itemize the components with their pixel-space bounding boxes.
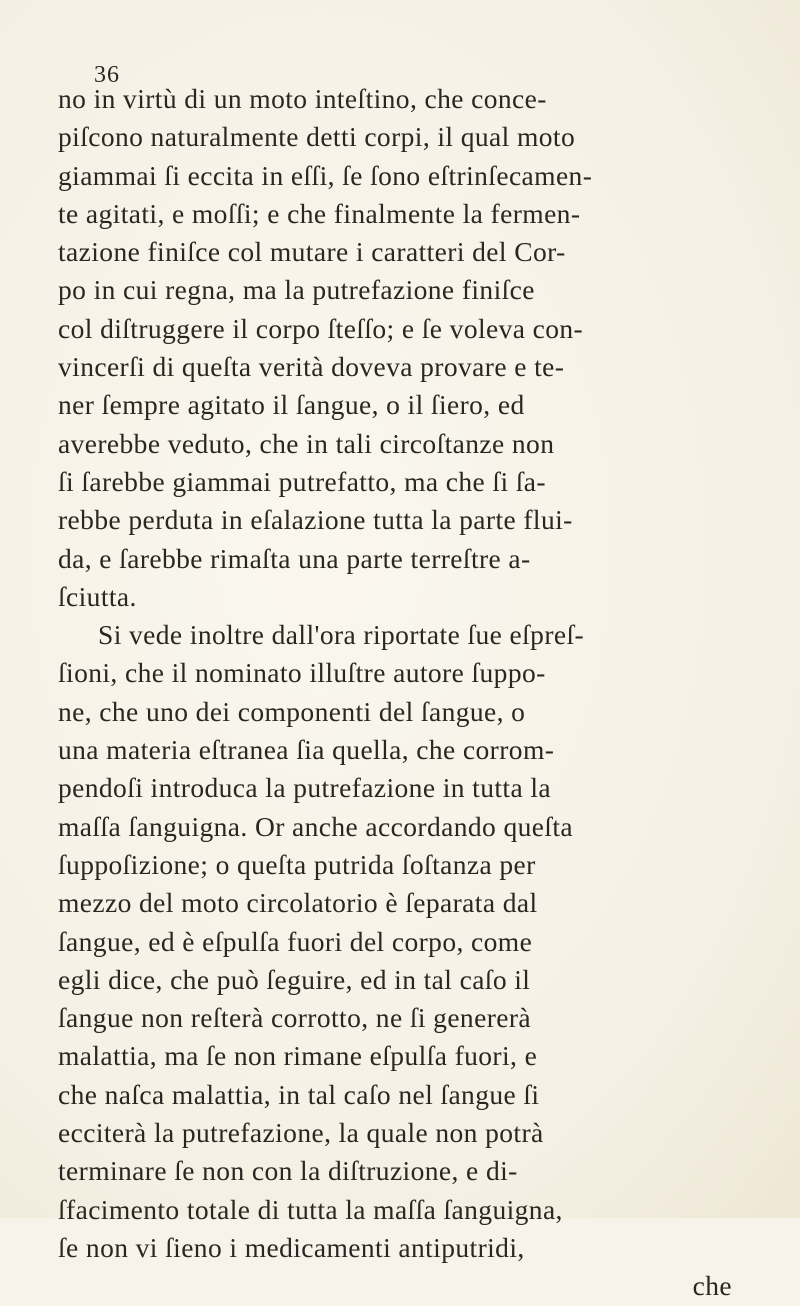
text-line: rebbe perduta in eſalazione tutta la parte flui- — [58, 504, 573, 536]
text-line: da, e ſarebbe rimaſta una parte terreſtre a- — [58, 542, 531, 574]
page-number: 36 — [94, 62, 120, 88]
text-line: pendoſi introduca la putrefazione in tutta la — [58, 772, 551, 804]
text-line: no in virtù di un moto inteſtino, che conce- — [58, 83, 547, 114]
text-line: ſciutta. — [58, 580, 137, 612]
text-line: mezzo del moto circolatorio è ſeparata dal — [58, 887, 538, 919]
text-line: una materia eſtranea ſia quella, che corrom- — [58, 734, 555, 766]
body-text — [58, 80, 770, 1306]
text-line: ſangue, ed è eſpulſa fuori del corpo, come — [58, 925, 533, 957]
text-line: maſſa ſanguigna. Or anche accordando queſta — [58, 810, 574, 842]
text-line: che naſca malattia, in tal caſo nel ſangue ſi — [58, 1078, 540, 1110]
text-line: egli dice, che può ſeguire, ed in tal caſo il — [58, 963, 531, 995]
text-line: te agitati, e moſſi; e che finalmente la fermen- — [58, 197, 581, 229]
text-line: ſfacimento totale di tutta la maſſa ſanguigna, — [58, 1193, 563, 1225]
text-line: ſi ſarebbe giammai putrefatto, ma che ſi ſa- — [58, 465, 546, 497]
text-line: piſcono naturalmente detti corpi, il qual moto — [58, 121, 576, 153]
text-line: terminare ſe non con la diſtruzione, e di- — [58, 1155, 518, 1187]
catchword: che — [692, 1270, 732, 1302]
text-line: col diſtruggere il corpo ſteſſo; e ſe voleva con- — [58, 312, 584, 344]
text-line: malattia, ma ſe non rimane eſpulſa fuori, e — [58, 1040, 538, 1072]
text-line: ſe non vi ſieno i medicamenti antiputridi, — [58, 1231, 525, 1263]
text-line: ecciterà la putrefazione, la quale non potrà — [58, 1117, 544, 1149]
text-line: ſuppoſizione; o queſta putrida ſoſtanza per — [58, 848, 536, 880]
text-line: tazione finiſce col mutare i caratteri del Cor- — [58, 236, 566, 268]
text-line: giammai ſi eccita in eſſi, ſe ſono eſtrinſecamen- — [58, 159, 593, 191]
text-line: averebbe veduto, che in tali circoſtanze non — [58, 427, 555, 459]
text-line: ſioni, che il nominato illuſtre autore ſuppo- — [58, 657, 546, 689]
text-line: ne, che uno dei componenti del ſangue, o — [58, 695, 526, 727]
text-line: po in cui regna, ma la putrefazione finiſce — [58, 274, 535, 306]
text-line: ſangue non reſterà corrotto, ne ſi genererà — [58, 1002, 532, 1034]
paragraph-start-line: Si vede inoltre dall'ora riportate ſue eſpreſ- — [98, 619, 585, 651]
text-line: vincerſi di queſta verità doveva provare e te- — [58, 351, 565, 383]
text-line: ner ſempre agitato il ſangue, o il ſiero, ed — [58, 389, 525, 421]
